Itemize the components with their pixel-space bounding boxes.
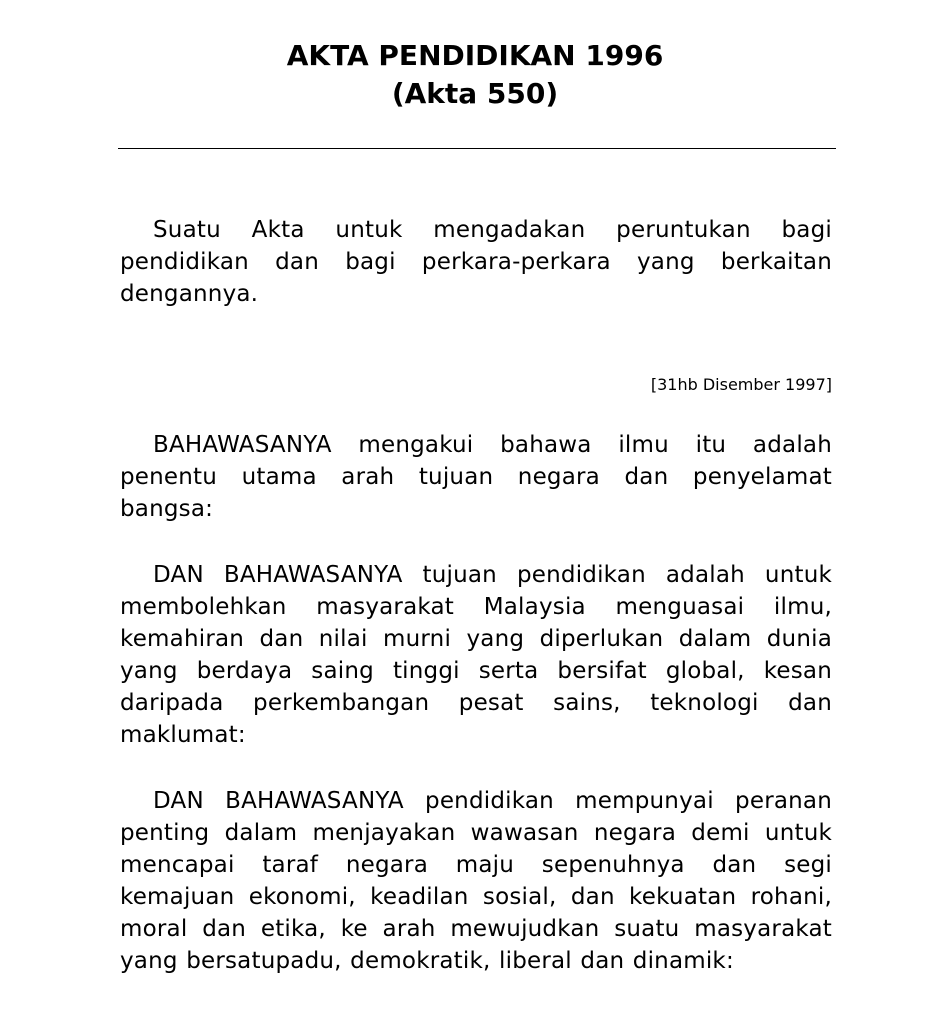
- preamble-paragraph: BAHAWASANYA mengakui bahawa ilmu itu adalah penentu utama arah tujuan negara dan penyelamat bangsa:: [120, 432, 832, 522]
- long-title-paragraph: Suatu Akta untuk mengadakan peruntukan bagi pendidikan dan bagi perkara-perkara yang berkaitan dengannya.: [120, 217, 832, 307]
- commencement-date: [31hb Disember 1997]: [650, 375, 832, 394]
- preamble-paragraph: DAN BAHAWASANYA pendidikan mempunyai peranan penting dalam menjayakan wawasan negara demi untuk mencapai taraf negara maju sepenuhnya dan segi kemajuan ekonomi, keadilan sosial, dan kekuatan rohani, moral dan etika, ke arah mewujudkan suatu masyarakat yang bersatupadu, demokratik, liberal dan dinamik:: [120, 788, 832, 974]
- act-number: (Akta 550): [391, 77, 559, 110]
- page-title: AKTA PENDIDIKAN 1996: [286, 39, 664, 72]
- title-divider: [118, 148, 836, 149]
- preamble-paragraph: DAN BAHAWASANYA tujuan pendidikan adalah untuk membolehkan masyarakat Malaysia menguasai ilmu, kemahiran dan nilai murni yang diperlukan dalam dunia yang berdaya saing tinggi serta bersifat global, kesan daripada perkembangan pesat sains, teknologi dan maklumat:: [120, 562, 832, 748]
